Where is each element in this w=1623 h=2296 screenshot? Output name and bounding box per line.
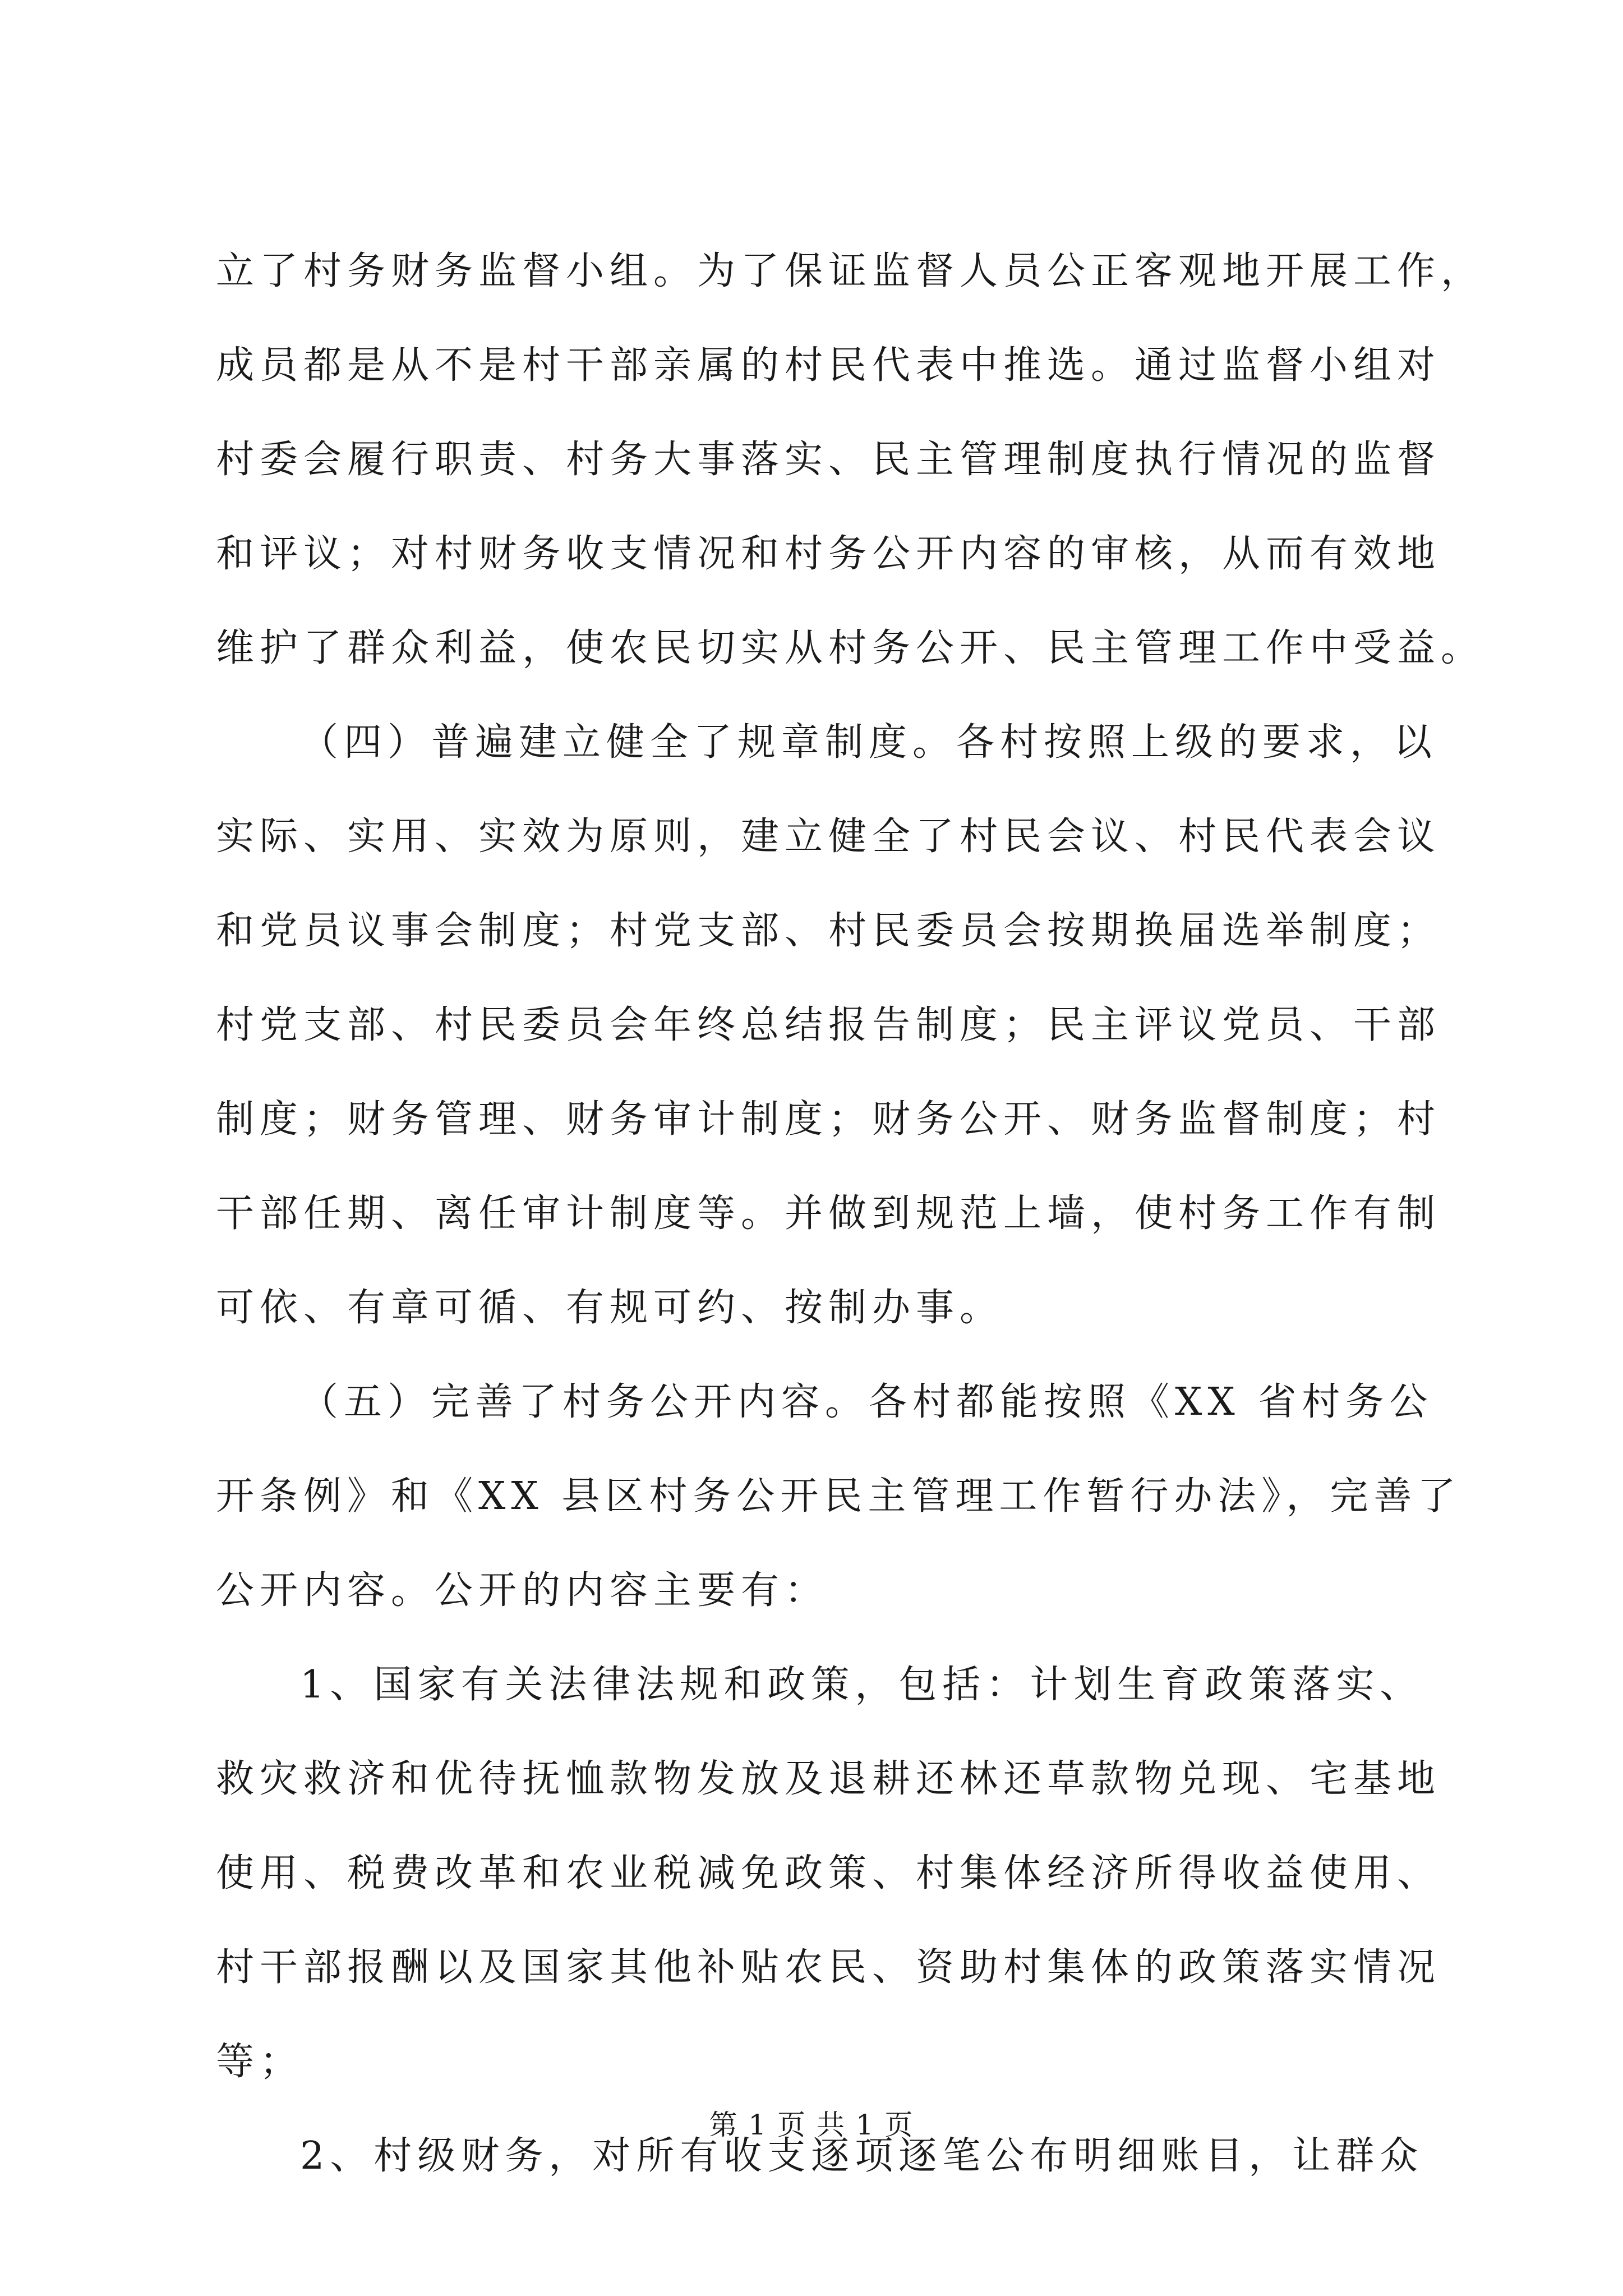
text-line: 制度；财务管理、财务审计制度；财务公开、财务监督制度；村 <box>216 1097 1441 1142</box>
text-line: 村党支部、村民委员会年终总结报告制度；民主评议党员、干部 <box>216 1003 1441 1047</box>
text-line: 干部任期、离任审计制度等。并做到规范上墙，使村务工作有制 <box>216 1191 1441 1236</box>
text-line: 1、国家有关法律法规和政策，包括：计划生育政策落实、 <box>300 1663 1424 1707</box>
text-line: 可依、有章可循、有规可约、按制办事。 <box>216 1286 1004 1330</box>
text-line: 维护了群众利益，使农民切实从村务公开、民主管理工作中受益。 <box>216 626 1485 670</box>
text-line: 成员都是从不是村干部亲属的村民代表中推选。通过监督小组对 <box>216 343 1441 388</box>
text-line: （四）普遍建立健全了规章制度。各村按照上级的要求，以 <box>300 720 1438 765</box>
page-footer: 第 1 页 共 1 页 <box>709 2109 914 2141</box>
text-line: 救灾救济和优待抚恤款物发放及退耕还林还草款物兑现、宅基地 <box>216 1757 1441 1801</box>
text-line: 实际、实用、实效为原则，建立健全了村民会议、村民代表会议 <box>216 815 1441 859</box>
text-line: 和评议；对村财务收支情况和村务公开内容的审核，从而有效地 <box>216 532 1441 576</box>
text-line: （五）完善了村务公开内容。各村都能按照《XX 省村务公 <box>300 1380 1433 1424</box>
text-line: 开条例》和《XX 县区村务公开民主管理工作暂行办法》，完善了 <box>216 1474 1461 1519</box>
text-line: 等； <box>216 2040 304 2084</box>
text-line: 公开内容。公开的内容主要有： <box>216 1568 829 1613</box>
text-line: 立了村务财务监督小组。为了保证监督人员公正客观地开展工作， <box>216 249 1485 293</box>
text-line: 使用、税费改革和农业税减免政策、村集体经济所得收益使用、 <box>216 1851 1441 1895</box>
body-text <box>216 224 1485 2203</box>
text-line: 2、村级财务，对所有收支逐项逐笔公布明细账目，让群众 <box>300 2134 1424 2178</box>
text-line: 和党员议事会制度；村党支部、村民委员会按期换届选举制度； <box>216 909 1441 953</box>
text-line: 村委会履行职责、村务大事落实、民主管理制度执行情况的监督 <box>216 438 1441 482</box>
text-line: 村干部报酬以及国家其他补贴农民、资助村集体的政策落实情况 <box>216 1945 1441 1990</box>
